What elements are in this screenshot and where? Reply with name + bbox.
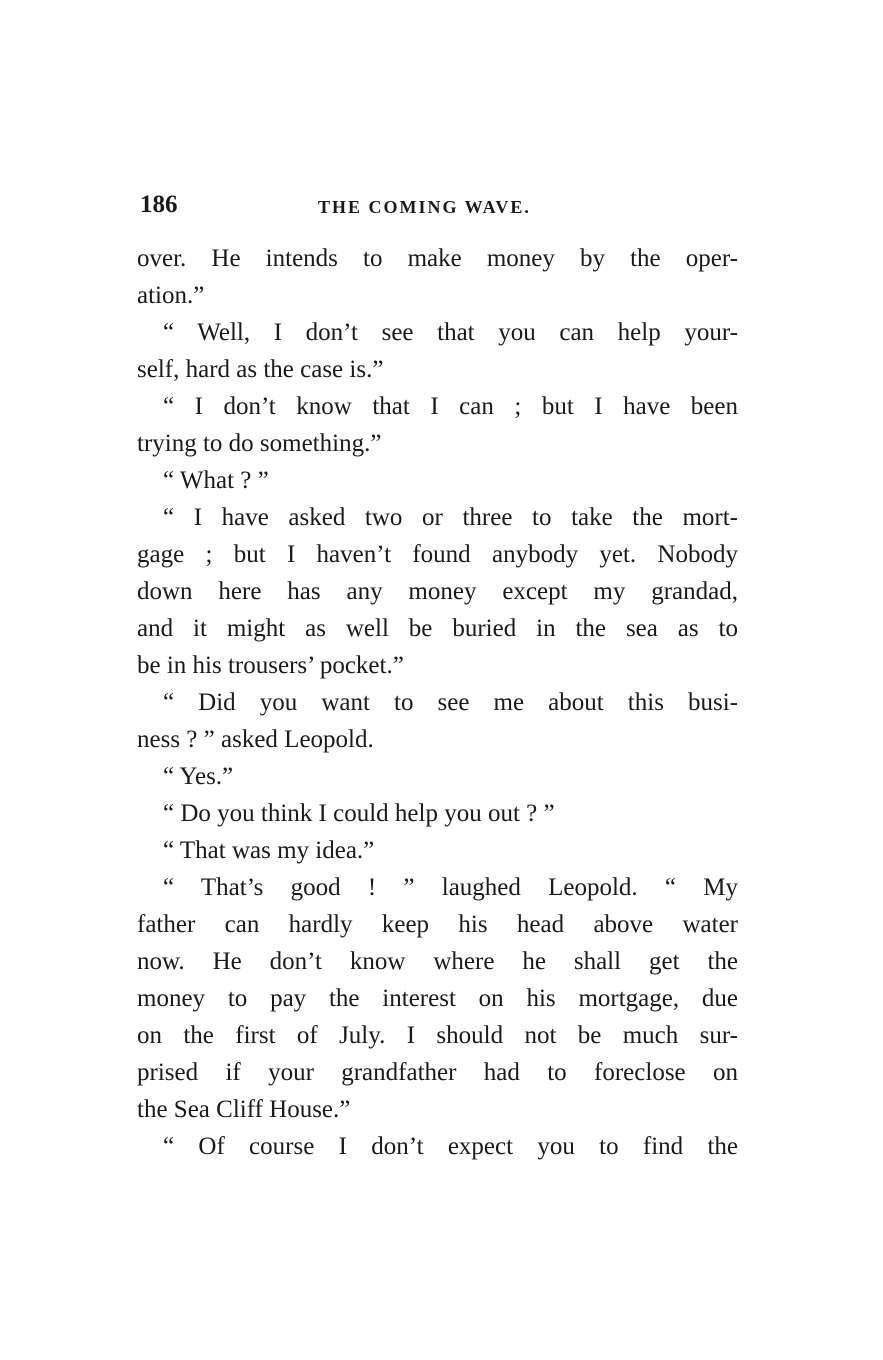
body-text	[137, 240, 738, 1165]
text-line: “ Well, I don’t see that you can help your-	[163, 319, 738, 346]
page-header	[140, 188, 740, 222]
text-line: money to pay the interest on his mortgage, due	[137, 985, 738, 1012]
text-line: the Sea Cliff House.”	[137, 1096, 351, 1123]
text-line: “ Of course I don’t expect you to find the	[163, 1133, 738, 1160]
text-line: ation.”	[137, 282, 205, 309]
text-line: “ What ? ”	[163, 467, 269, 494]
text-line: prised if your grandfather had to foreclose on	[137, 1059, 738, 1086]
text-line: self, hard as the case is.”	[137, 356, 384, 383]
text-line: “ I don’t know that I can ; but I have been	[163, 393, 738, 420]
running-title: THE COMING WAVE.	[318, 197, 531, 217]
text-line: “ That’s good ! ” laughed Leopold. “ My	[163, 874, 738, 901]
text-line: be in his trousers’ pocket.”	[137, 652, 404, 679]
text-line: and it might as well be buried in the sea as to	[137, 615, 738, 642]
text-line: “ That was my idea.”	[163, 837, 375, 864]
text-line: gage ; but I haven’t found anybody yet. Nobody	[137, 541, 738, 568]
page-number: 186	[140, 191, 178, 218]
text-line: father can hardly keep his head above water	[137, 911, 738, 938]
text-line: “ Yes.”	[163, 763, 234, 790]
text-line: “ Did you want to see me about this busi-	[163, 689, 738, 716]
text-line: “ I have asked two or three to take the mort-	[163, 504, 738, 531]
text-line: now. He don’t know where he shall get the	[137, 948, 738, 975]
text-line: ness ? ” asked Leopold.	[137, 726, 374, 753]
text-line: down here has any money except my grandad,	[137, 578, 738, 605]
text-line: over. He intends to make money by the oper-	[137, 245, 738, 272]
text-line: “ Do you think I could help you out ? ”	[163, 800, 555, 827]
text-line: trying to do something.”	[137, 430, 382, 457]
text-line: on the first of July. I should not be much sur-	[137, 1022, 738, 1049]
